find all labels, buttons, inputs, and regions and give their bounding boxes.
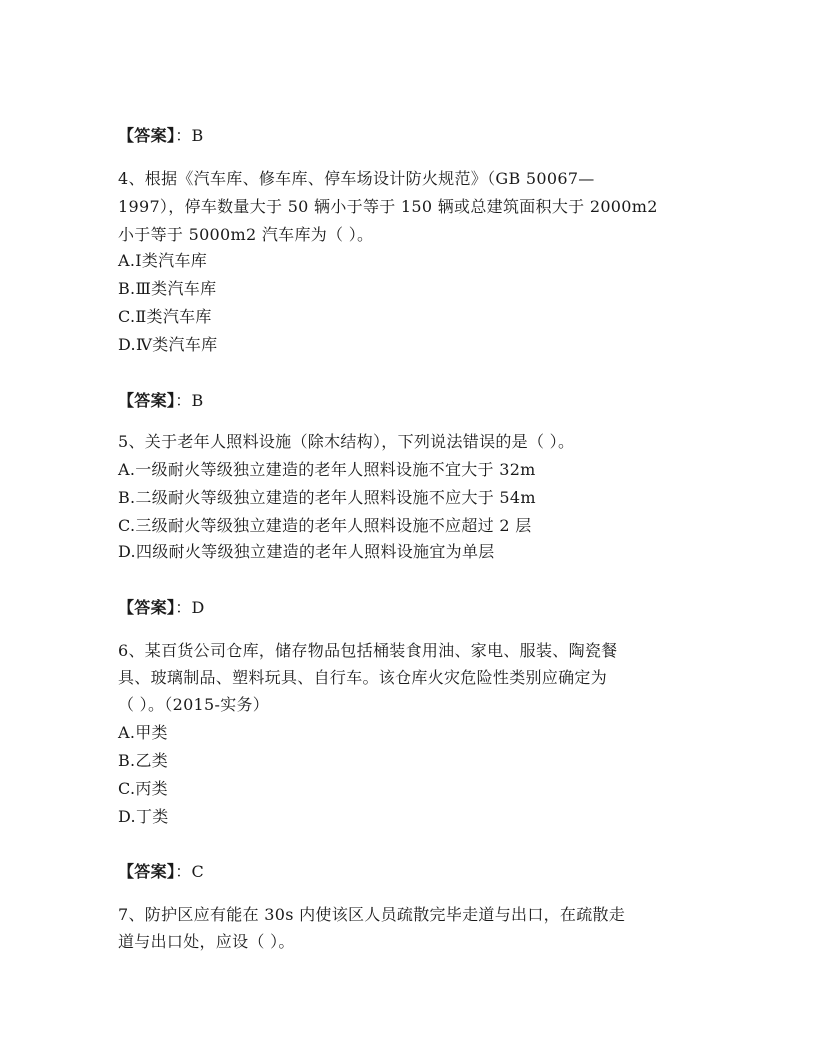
question-7-line-2: 道与出口处，应设（ ）。	[118, 932, 295, 951]
question-4-option-d: D.Ⅳ类汽车库	[118, 335, 218, 354]
answer-line	[118, 391, 204, 411]
question-6-option-d: D.丁类	[118, 807, 169, 826]
answer-separator: ：	[175, 862, 192, 881]
answer-separator: ：	[175, 598, 192, 617]
answer-value: B	[191, 391, 204, 410]
answer-separator: ：	[175, 126, 192, 145]
question-6-option-a: A.甲类	[118, 723, 168, 742]
answer-line	[118, 598, 205, 618]
answer-separator: ：	[175, 391, 192, 410]
question-4-option-c: C.Ⅱ类汽车库	[118, 307, 212, 326]
question-6-line-1: 6、某百货公司仓库，储存物品包括桶装食用油、家电、服装、陶瓷餐	[118, 641, 618, 660]
question-4-line-2: 1997），停车数量大于 50 辆小于等于 150 辆或总建筑面积大于 2000m2	[118, 197, 658, 216]
question-5-option-c: C.三级耐火等级独立建造的老年人照料设施不应超过 2 层	[118, 516, 532, 535]
question-6-option-c: C.丙类	[118, 779, 168, 798]
answer-label: 【答案】	[118, 391, 176, 410]
answer-line	[118, 126, 204, 146]
answer-line	[118, 862, 204, 882]
question-4-option-a: A.Ⅰ类汽车库	[118, 251, 208, 270]
question-4-option-b: B.Ⅲ类汽车库	[118, 279, 217, 298]
question-4-line-3: 小于等于 5000m2 汽车库为（ ）。	[118, 225, 374, 244]
question-6-line-2: 具、玻璃制品、塑料玩具、自行车。该仓库火灾危险性类别应确定为	[118, 668, 608, 687]
question-6-line-3: （ ）。（2015-实务）	[118, 695, 270, 714]
answer-label: 【答案】	[118, 862, 176, 881]
question-4-line-1: 4、根据《汽车库、修车库、停车场设计防火规范》（GB 50067—	[118, 169, 595, 188]
question-5-line-1: 5、关于老年人照料设施（除木结构），下列说法错误的是（ ）。	[118, 432, 575, 451]
answer-label: 【答案】	[118, 126, 176, 145]
question-5-option-d: D.四级耐火等级独立建造的老年人照料设施宜为单层	[118, 542, 495, 561]
question-5-option-a: A.一级耐火等级独立建造的老年人照料设施不宜大于 32m	[118, 460, 536, 479]
answer-value: D	[191, 598, 205, 617]
answer-label: 【答案】	[118, 598, 176, 617]
answer-value: C	[191, 862, 205, 881]
answer-value: B	[191, 126, 204, 145]
question-6-option-b: B.乙类	[118, 751, 169, 770]
question-7-line-1: 7、防护区应有能在 30s 内使该区人员疏散完毕走道与出口，在疏散走	[118, 905, 626, 924]
question-5-option-b: B.二级耐火等级独立建造的老年人照料设施不应大于 54m	[118, 488, 536, 507]
